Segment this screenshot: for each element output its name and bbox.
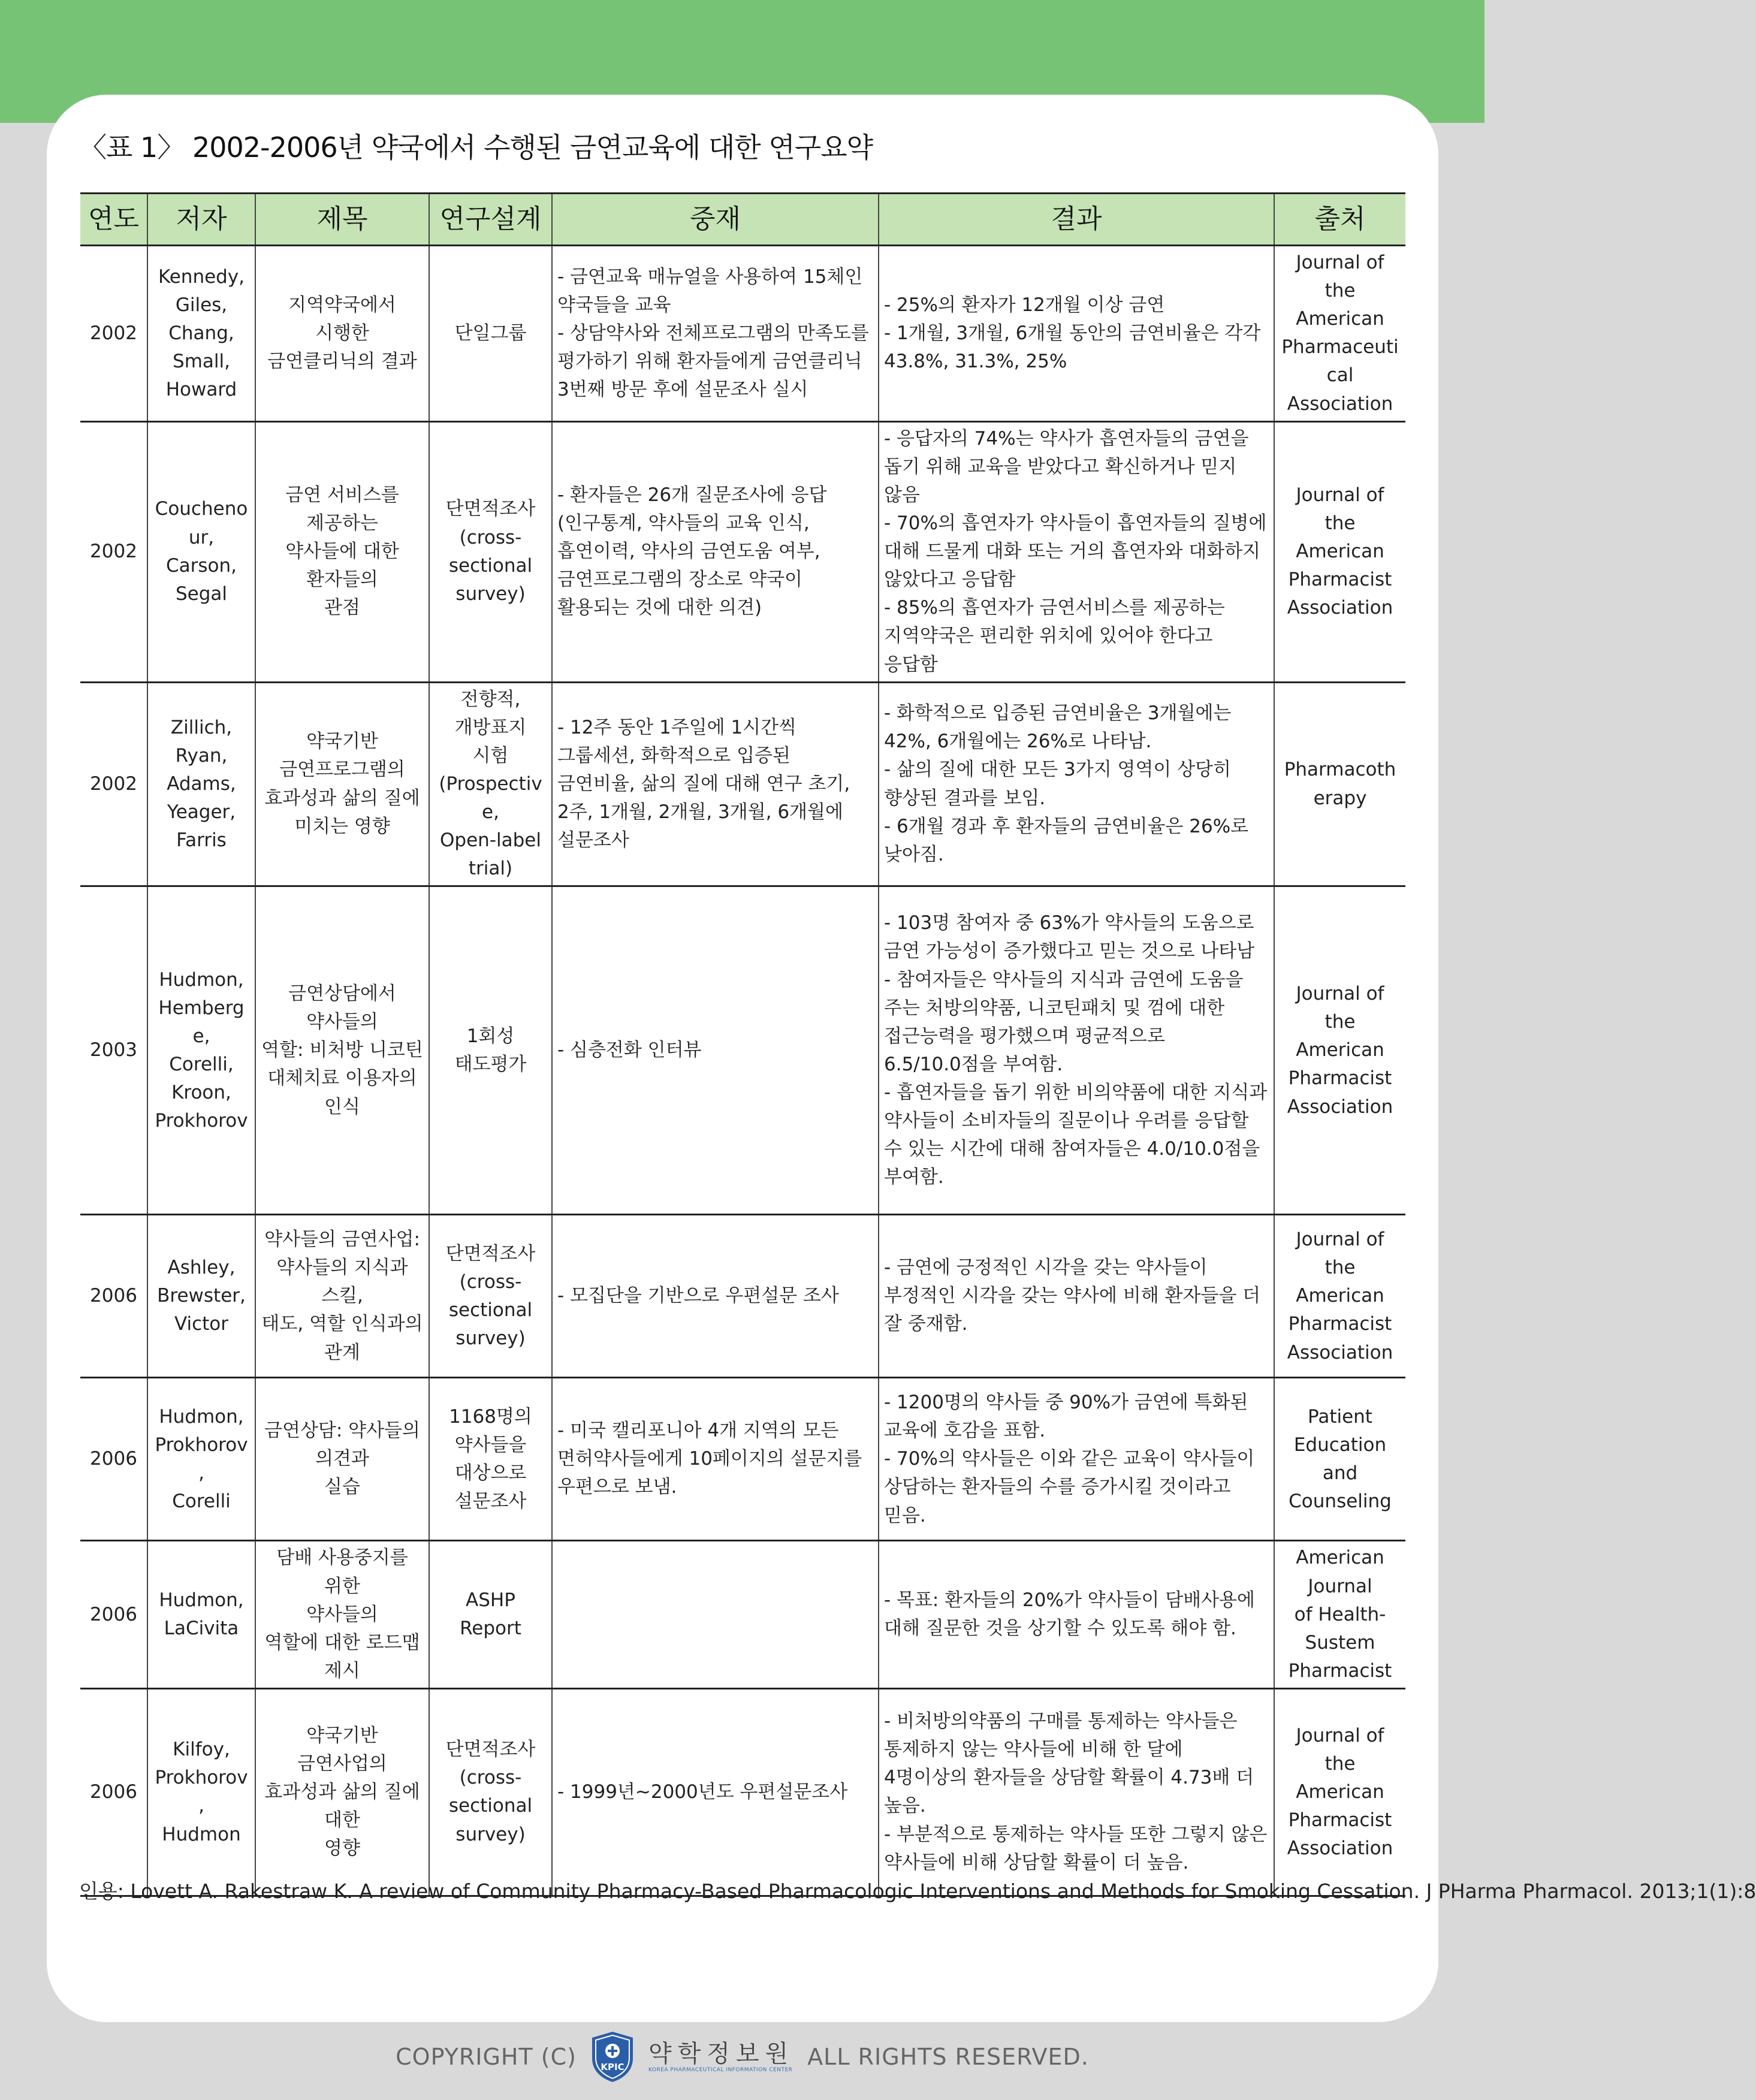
cell-title-line: 영향	[324, 1837, 360, 1860]
cell-source-line: Pharmacist	[1288, 1660, 1392, 1682]
cell-intervention	[552, 421, 879, 682]
cell-title-line: 대체치료 이용자의 인식	[267, 1067, 417, 1118]
table-row	[80, 246, 1405, 422]
cell-design-line: survey)	[455, 1823, 526, 1845]
cell-authors-line: Carson, Segal	[165, 554, 237, 605]
study-summary-table	[80, 192, 1405, 1897]
cell-intervention	[552, 246, 879, 422]
cell-title	[255, 1541, 429, 1689]
cell-design-line: 단면적조사	[445, 1739, 536, 1761]
cell-source-line: Journal of	[1296, 252, 1384, 273]
cell-results-line: - 70%의 흡연자가 약사들이 흡연자들의 질병에 대해 드물게 대화 또는 거의 흡연자와 대화하지 않았다고 응답함	[884, 512, 1267, 591]
cell-design-line: 설문조사	[454, 1490, 527, 1513]
cell-year: 2006	[80, 1688, 147, 1896]
table-row	[80, 1541, 1405, 1689]
cell-design-line: ASHP Report	[460, 1589, 521, 1640]
cell-results	[879, 1688, 1274, 1896]
cell-intervention	[552, 1378, 879, 1541]
cell-source-line: Patient	[1308, 1405, 1372, 1428]
cell-source-line: Journal of	[1296, 1724, 1384, 1746]
cell-design-line: 개방표지	[454, 716, 527, 738]
cell-title-line: 약사들의 지식과 스킬,	[276, 1257, 408, 1307]
cell-year: 2006	[80, 1378, 147, 1541]
cell-source	[1274, 1378, 1405, 1541]
cell-results	[879, 421, 1274, 682]
cell-source-line: Pharmaceutical	[1281, 336, 1399, 387]
cell-source	[1274, 1541, 1405, 1689]
cell-intervention	[552, 682, 879, 886]
cell-authors-line: Howard	[165, 378, 237, 400]
cell-design	[429, 682, 552, 886]
cell-source-line: Journal of	[1296, 1229, 1384, 1251]
cell-title	[255, 1215, 429, 1378]
cell-title-line: 약사들에 대한 환자들의	[285, 541, 399, 591]
cell-authors	[147, 1541, 255, 1689]
table-row	[80, 1688, 1405, 1896]
rights-text: ALL RIGHTS RESERVED.	[807, 2044, 1089, 2070]
cell-authors-line: Hemberge,	[158, 997, 245, 1047]
cell-title	[255, 246, 429, 422]
cell-authors-line: Prokhorov	[155, 1110, 248, 1132]
cell-intervention	[552, 1541, 879, 1689]
table-row	[80, 886, 1405, 1215]
cell-title-line: 미치는 영향	[294, 815, 390, 837]
cell-results	[879, 246, 1274, 422]
cell-source-line: the American	[1296, 280, 1384, 330]
cell-source-line: Association	[1287, 393, 1393, 415]
cell-design-line: 단일그룹	[454, 322, 527, 344]
cell-authors	[147, 682, 255, 886]
cell-source-line: the American	[1296, 1011, 1384, 1061]
cell-authors	[147, 886, 255, 1215]
cell-authors-line: Victor	[174, 1313, 229, 1335]
cell-design-line: 1168명의	[449, 1405, 532, 1428]
cell-title-line: 관점	[324, 597, 360, 619]
cell-source-line: Association	[1287, 1341, 1393, 1363]
cell-results-line: - 25%의 환자가 12개월 이상 금연	[884, 294, 1165, 316]
cell-design	[429, 1541, 552, 1689]
cell-source-line: Education	[1293, 1434, 1387, 1456]
cell-design-line: 1회성 태도평가	[454, 1025, 527, 1075]
cell-authors-line: Corelli	[172, 1490, 231, 1513]
cell-authors-line: Hudmon,	[159, 1405, 244, 1428]
org-name-en: KOREA PHARMACEUTICAL INFORMATION CENTER	[648, 2067, 793, 2073]
cell-results-line: - 흡연자들을 돕기 위한 비의약품에 대한 지식과 약사들이 소비자들의 질문이나 우려를 응답할 수 있는 시간에 대해 참여자들은 4.0/10.0점을 부여함.	[884, 1082, 1268, 1188]
header-design: 연구설계	[429, 194, 552, 246]
cell-source	[1274, 421, 1405, 682]
cell-results-line: - 85%의 흡연자가 금연서비스를 제공하는 지역약국은 편리한 위치에 있어야 한다고 응답함	[884, 597, 1225, 675]
cell-title	[255, 1378, 429, 1541]
cell-authors-line: LaCivita	[164, 1618, 239, 1640]
cell-design-line: 약사들을	[454, 1434, 527, 1456]
cell-design-line: (Prospective,	[439, 773, 542, 823]
cell-results-line: - 1200명의 약사들 중 90%가 금연에 특화된 교육에 호감을 표함.	[884, 1392, 1248, 1442]
cell-results	[879, 1378, 1274, 1541]
table-header-row	[80, 194, 1405, 246]
header-results: 결과	[879, 194, 1274, 246]
cell-authors-line: Adams,	[167, 773, 236, 795]
cell-source-line: Journal of	[1296, 484, 1384, 506]
cell-title-line: 역할에 대한 로드맵 제시	[264, 1631, 420, 1682]
cell-authors-line: Corelli,	[169, 1053, 234, 1075]
table-row	[80, 421, 1405, 682]
cell-results-line: - 참여자들은 약사들의 지식과 금연에 도움을 주는 처방의약품, 니코틴패치 및 껌에 대한 접근능력을 평가했으며 평균적으로 6.5/10.0점을 부여함.	[884, 968, 1244, 1075]
cell-source-line: the American	[1296, 512, 1384, 563]
cell-year: 2003	[80, 886, 147, 1215]
cell-source-line: and Counseling	[1289, 1462, 1392, 1513]
cell-year: 2006	[80, 1541, 147, 1689]
kpic-shield-icon	[590, 2030, 635, 2083]
cell-source-line: Pharmacist	[1288, 1067, 1392, 1090]
cell-design-line: Open-label trial)	[440, 829, 541, 880]
cell-results-line: - 금연에 긍정적인 시각을 갖는 약사들이 부정적인 시각을 갖는 약사에 비해 환자들을 더 잘 중재함.	[884, 1257, 1261, 1335]
cell-design	[429, 421, 552, 682]
cell-results-line: - 삶의 질에 대한 모든 3가지 영역이 상당히 향상된 결과를 보임.	[884, 759, 1232, 809]
cell-design-line: (cross-sectional	[448, 526, 533, 577]
cell-design	[429, 1688, 552, 1896]
cell-authors-line: Chang, Small,	[168, 322, 234, 372]
cell-intervention-line: - 심층전화 인터뷰	[557, 1039, 702, 1061]
cell-title-line: 효과성과 삶의 질에	[264, 787, 420, 809]
cell-authors-line: Yeager,	[167, 801, 236, 823]
cell-results	[879, 1541, 1274, 1689]
cell-authors-line: Hudmon,	[159, 968, 244, 991]
cell-authors-line: Couchenour,	[155, 498, 248, 548]
cell-design-line: (cross-sectional	[448, 1271, 533, 1321]
cell-design-line: 대상으로	[454, 1462, 527, 1484]
cell-intervention-line: - 금연교육 매뉴얼을 사용하여 15체인 약국들을 교육	[557, 265, 863, 316]
cell-source	[1274, 886, 1405, 1215]
cell-year: 2002	[80, 682, 147, 886]
cell-intervention-line: - 12주 동안 1주일에 1시간씩 그룹세션, 화학적으로 입증된 금연비율, 삶의 질에 대해 연구 초기, 2주, 1개월, 2개월, 3개월, 6개월에 설문조사	[557, 716, 850, 852]
kpic-logo-label: KPIC	[601, 2062, 624, 2072]
header-source: 출처	[1274, 194, 1405, 246]
cell-authors	[147, 246, 255, 422]
cell-title-line: 약사들의	[306, 1603, 378, 1625]
cell-authors-line: Kennedy,	[158, 265, 245, 288]
header-authors: 저자	[147, 194, 255, 246]
cell-results-line: - 6개월 경과 후 환자들의 금연비율은 26%로 낮아짐.	[884, 815, 1249, 865]
cell-design	[429, 246, 552, 422]
cell-source-line: Association	[1287, 1096, 1393, 1118]
cell-authors-line: Hudmon,	[159, 1589, 244, 1612]
cell-year: 2002	[80, 421, 147, 682]
cell-results	[879, 682, 1274, 886]
brand-block	[648, 2041, 794, 2073]
table-title: 〈표 1〉 2002-2006년 약국에서 수행된 금연교육에 대한 연구요약	[79, 131, 873, 164]
cell-authors-line: Prokhorov,	[155, 1767, 248, 1817]
cell-title	[255, 682, 429, 886]
cell-authors-line: Kilfoy,	[173, 1739, 230, 1761]
cell-title-line: 금연상담: 약사들의 의견과	[264, 1420, 420, 1470]
cell-authors-line: Brewster,	[157, 1285, 246, 1307]
cell-source-line: Pharmacotherapy	[1284, 759, 1396, 809]
footer	[0, 2033, 1485, 2081]
cell-design-line: (cross-sectional	[448, 1767, 533, 1817]
cell-source	[1274, 682, 1405, 886]
cell-title-line: 역할: 비처방 니코틴	[261, 1039, 423, 1061]
cell-intervention-line: - 미국 캘리포니아 4개 지역의 모든 면허약사들에게 10페이지의 설문지를 우편으로 보냄.	[557, 1420, 862, 1498]
cell-design-line: 단면적조사	[445, 1242, 536, 1265]
cell-results-line: - 103명 참여자 중 63%가 약사들의 도움으로 금연 가능성이 증가했다고 믿는 것으로 나타남	[884, 912, 1255, 962]
citation-text: 인용: Lovett A. Rakestraw K. A review of Community Pharmacy-Based Pharmacologic Interventions and Methods for Smoking Cessation. J PHarma Pharmacol. 2013;1(1):8	[79, 1879, 1756, 1903]
cell-intervention	[552, 1688, 879, 1896]
cell-intervention-line: - 1999년~2000년도 우편설문조사	[557, 1781, 848, 1803]
cell-authors-line: Ashley,	[167, 1257, 236, 1279]
cell-design	[429, 1215, 552, 1378]
cell-intervention-line: - 환자들은 26개 질문조사에 응답 (인구통계, 약사들의 교육 인식, 흡연이력, 약사의 금연도움 여부, 금연프로그램의 장소로 약국이 활용되는 것에 대한 의견)	[557, 484, 827, 619]
cell-results-line: - 화학적으로 입증된 금연비율은 3개월에는 42%, 6개월에는 26%로 나타남.	[884, 702, 1232, 753]
cell-source-line: of Health-Sustem	[1294, 1603, 1386, 1654]
cell-authors	[147, 1688, 255, 1896]
cell-results-line: - 부분적으로 통제하는 약사들 또한 그렇지 않은 약사들에 비해 상담할 확률이 더 높음.	[884, 1823, 1268, 1873]
org-name: 약학정보원	[648, 2040, 795, 2068]
cell-title	[255, 886, 429, 1215]
cell-authors-line: Kroon,	[171, 1082, 231, 1104]
cell-year: 2002	[80, 246, 147, 422]
cell-design-line: 단면적조사	[445, 498, 536, 520]
cell-intervention-line: - 모집단을 기반으로 우편설문 조사	[557, 1285, 839, 1307]
cell-source	[1274, 1688, 1405, 1896]
cell-source-line: Pharmacist	[1288, 569, 1392, 591]
cell-authors-line: Hudmon	[162, 1823, 241, 1845]
cell-title-line: 약사들의 금연사업:	[264, 1229, 420, 1251]
cell-title-line: 금연상담에서 약사들의	[288, 983, 396, 1033]
cell-source	[1274, 246, 1405, 422]
header-year: 연도	[80, 194, 147, 246]
cell-design-line: 전향적,	[460, 688, 521, 710]
cell-source-line: the American	[1296, 1752, 1384, 1803]
cell-design-line: survey)	[455, 1327, 526, 1350]
cell-title-line: 효과성과 삶의 질에 대한	[264, 1781, 420, 1831]
cell-title-line: 약국기반 금연프로그램의	[279, 731, 405, 781]
cell-source	[1274, 1215, 1405, 1378]
cell-title	[255, 421, 429, 682]
cell-intervention-line: - 상담약사와 전체프로그램의 만족도를 평가하기 위해 환자들에게 금연클리닉 3번째 방문 후에 설문조사 실시	[557, 322, 869, 400]
copyright-text: COPYRIGHT (C)	[396, 2044, 577, 2070]
cell-title-line: 태도, 역할 인식과의 관계	[261, 1313, 423, 1363]
cell-authors-line: Giles,	[175, 294, 228, 316]
cell-results-line: - 1개월, 3개월, 6개월 동안의 금연비율은 각각 43.8%, 31.3%, 25%	[884, 322, 1261, 372]
cell-authors	[147, 1378, 255, 1541]
table-row	[80, 682, 1405, 886]
header-intervention: 중재	[552, 194, 879, 246]
cell-authors-line: Zillich, Ryan,	[170, 716, 233, 767]
cell-design-line: survey)	[455, 583, 526, 605]
cell-title-line: 실습	[324, 1476, 360, 1498]
cell-design	[429, 886, 552, 1215]
cell-title-line: 담배 사용중지를 위한	[276, 1547, 408, 1597]
header-title: 제목	[255, 194, 429, 246]
cell-authors	[147, 421, 255, 682]
cell-authors-line: Prokhorov,	[155, 1434, 248, 1484]
cell-title-line: 금연 서비스를 제공하는	[285, 484, 399, 534]
cell-authors	[147, 1215, 255, 1378]
cell-results	[879, 886, 1274, 1215]
cell-design	[429, 1378, 552, 1541]
cell-results	[879, 1215, 1274, 1378]
cell-intervention	[552, 1215, 879, 1378]
cell-results-line: - 비처방의약품의 구매를 통제하는 약사들은 통제하지 않는 약사들에 비해 한 달에 4명이상의 환자들을 상담할 확률이 4.73배 더 높음.	[884, 1710, 1254, 1817]
cell-design-line: 시험	[472, 744, 509, 767]
table-row	[80, 1378, 1405, 1541]
cell-source-line: the American	[1296, 1257, 1384, 1307]
cell-year: 2006	[80, 1215, 147, 1378]
cell-title-line: 약국기반 금연사업의	[297, 1724, 387, 1775]
cell-results-line: - 응답자의 74%는 약사가 흡연자들의 금연을 돕기 위해 교육을 받았다고 확신하거나 믿지 않음	[884, 427, 1249, 506]
cell-results-line: - 70%의 약사들은 이와 같은 교육이 약사들이 상담하는 환자들의 수를 증가시킬 것이라고 믿음.	[884, 1448, 1255, 1526]
cell-source-line: Association	[1287, 1837, 1393, 1860]
cell-intervention	[552, 886, 879, 1215]
table-row	[80, 1215, 1405, 1378]
cell-source-line: Pharmacist	[1288, 1313, 1392, 1335]
cell-title-line: 지역약국에서 시행한	[288, 294, 396, 344]
cell-authors-line: Farris	[176, 829, 227, 852]
cell-source-line: Association	[1287, 597, 1393, 619]
cell-results-line: - 목표: 환자들의 20%가 약사들이 담배사용에 대해 질문한 것을 상기할 수 있도록 해야 함.	[884, 1589, 1255, 1640]
cell-title	[255, 1688, 429, 1896]
cell-title-line: 금연클리닉의 결과	[267, 350, 417, 372]
cell-source-line: American Journal	[1296, 1547, 1384, 1597]
cell-source-line: Journal of	[1296, 983, 1384, 1005]
cell-source-line: Pharmacist	[1288, 1809, 1392, 1831]
